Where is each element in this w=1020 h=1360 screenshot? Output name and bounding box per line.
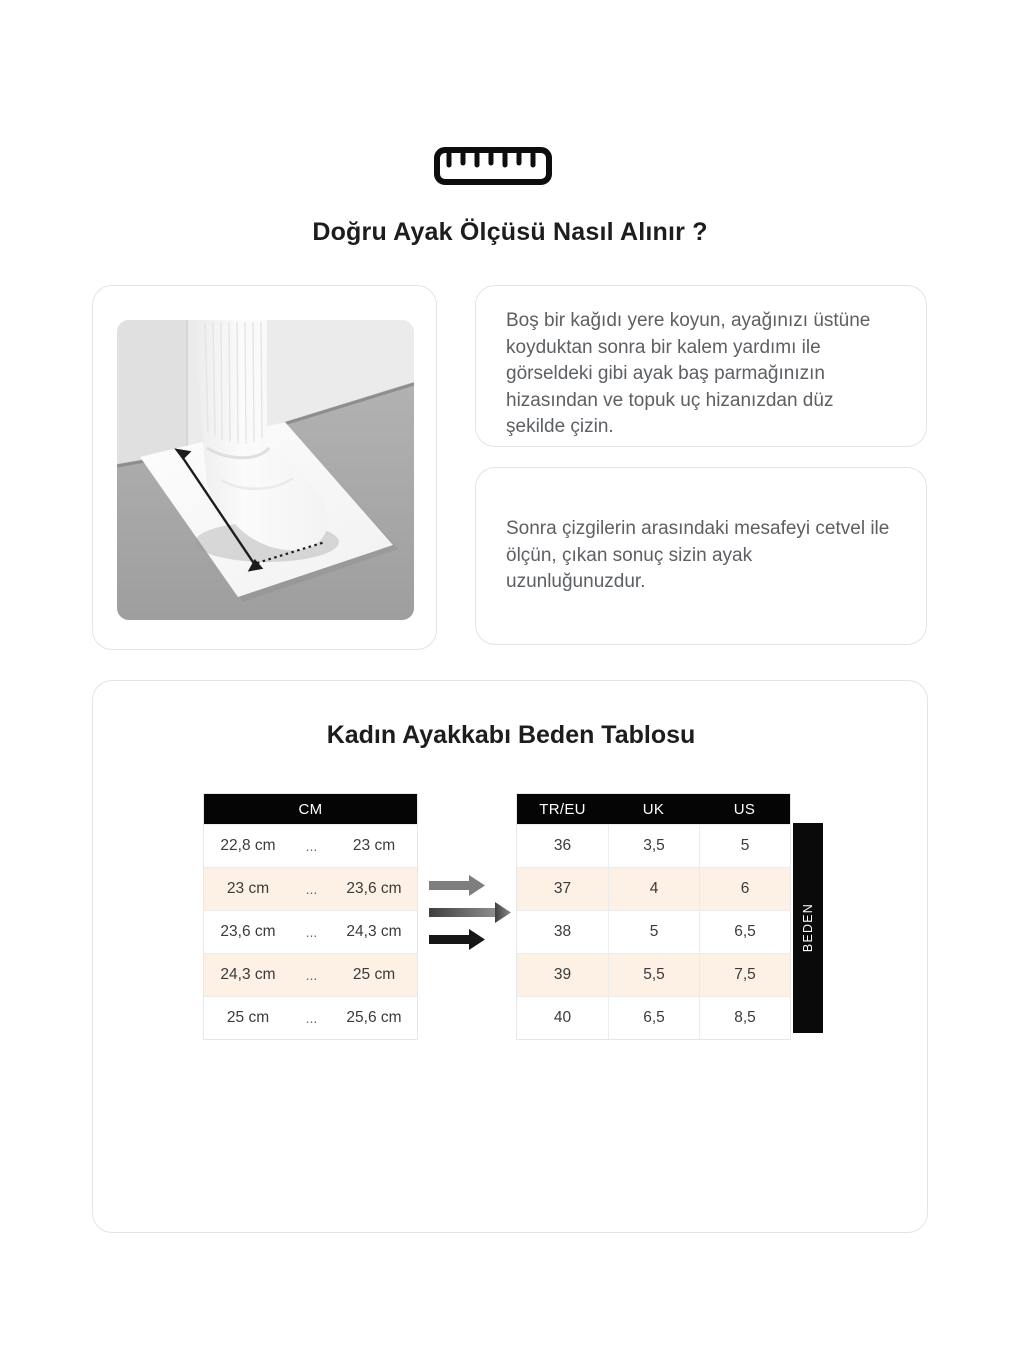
eu-header-us: US [733,800,756,818]
size-uk: 3,5 [608,825,699,867]
size-us: 5 [699,825,790,867]
size-chart-card [92,680,928,1233]
cm-ellipsis: ... [305,924,318,940]
cm-max: 23,6 cm [346,880,402,897]
size-treu: 38 [553,923,572,940]
eu-header-uk: UK [642,800,665,818]
foot-measurement-photo [117,320,414,620]
measurement-photo-card [92,285,437,650]
cm-max: 24,3 cm [346,923,402,940]
size-us: 6 [699,868,790,910]
table-row [517,867,790,910]
size-uk: 5,5 [608,954,699,996]
table-row [517,824,790,867]
size-treu: 36 [553,837,572,854]
ruler-icon [433,146,553,186]
size-uk: 4 [608,868,699,910]
cm-table-header [204,794,417,824]
table-row [517,996,790,1039]
table-row [204,996,417,1039]
table-row [204,910,417,953]
page-title: Doğru Ayak Ölçüsü Nasıl Alınır ? [312,218,708,246]
size-treu: 39 [553,966,572,983]
table-row [204,867,417,910]
instruction-step-2-text: Sonra çizgilerin arasındaki mesafeyi cetvel ile ölçün, çıkan sonuç sizin ayak uzunluğunuzdur. [506,518,890,593]
size-treu: 40 [553,1009,572,1026]
cm-max: 23 cm [352,837,396,854]
cm-ellipsis: ... [305,1010,318,1026]
cm-ellipsis: ... [305,881,318,897]
eu-header-treu: TR/EU [539,800,586,818]
cm-table [203,793,418,1040]
instruction-step-2-card [475,467,927,645]
size-uk: 5 [608,911,699,953]
table-row [204,953,417,996]
cm-min: 23 cm [226,880,270,897]
size-us: 6,5 [699,911,790,953]
size-us: 8,5 [699,997,790,1039]
cm-min: 23,6 cm [220,923,276,940]
cm-ellipsis: ... [305,838,318,854]
size-treu: 37 [553,880,572,897]
cm-max: 25 cm [352,966,396,983]
cm-header-label: CM [298,800,323,818]
beden-label: BEDEN [801,903,815,953]
table-row [517,953,790,996]
eu-table-header [517,794,790,824]
mapping-arrows-icon [429,871,517,955]
size-uk: 6,5 [608,997,699,1039]
eu-size-table [516,793,791,1040]
table-row [517,910,790,953]
instruction-step-1-card [475,285,927,447]
table-row [204,824,417,867]
cm-min: 25 cm [226,1009,270,1026]
instruction-step-1-text: Boş bir kağıdı yere koyun, ayağınızı üstüne koyduktan sonra bir kalem yardımı ile görseldeki gibi ayak baş parmağınızın hizasından ve topuk uç hizanızdan düz şekilde çizin. [506,310,871,437]
cm-ellipsis: ... [305,967,318,983]
beden-side-bar [793,823,823,1033]
cm-max: 25,6 cm [346,1009,402,1026]
cm-min: 24,3 cm [220,966,276,983]
size-us: 7,5 [699,954,790,996]
cm-min: 22,8 cm [220,837,276,854]
size-chart-title: Kadın Ayakkabı Beden Tablosu [326,721,696,749]
